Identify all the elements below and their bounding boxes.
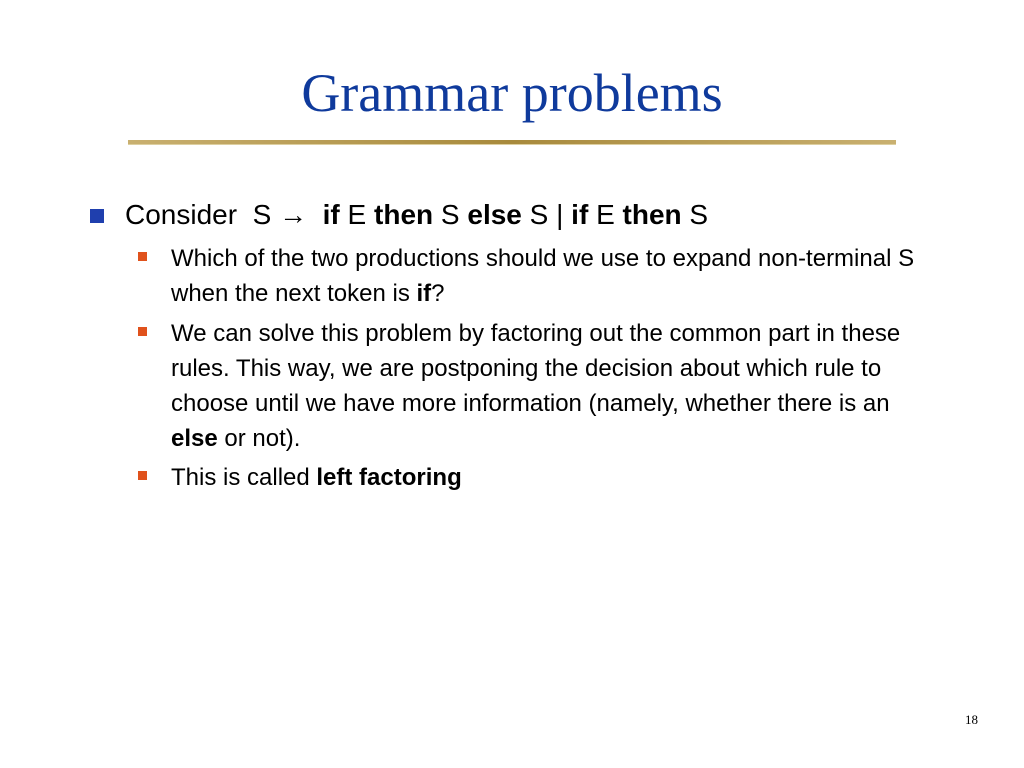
sub-bullet-bold: if [416, 280, 432, 307]
sub-bullet-bold: left factoring [316, 464, 462, 491]
square-bullet-icon [138, 252, 147, 261]
sub-bullet-plain: This is called [171, 464, 310, 491]
sub-bullet-end: or not). [224, 425, 301, 452]
sub-bullet-text [171, 316, 928, 456]
sub-bullet-plain: We can solve this problem by factoring out the common part in these rules. This way, we are postponing the decision about which rule to choose until we have more information (namely, whether there is an [171, 320, 901, 417]
keyword-if: if [322, 199, 340, 230]
keyword-then: then [374, 199, 434, 230]
lhs-symbol: S [252, 199, 272, 230]
sub-bullet-text [171, 241, 928, 311]
sub-bullet-end: ? [431, 280, 445, 307]
sub-bullet-productions [138, 241, 928, 311]
sub-bullet-text [171, 460, 928, 495]
square-bullet-icon [138, 471, 147, 480]
sub-bullet-left-factoring [138, 460, 928, 495]
sub-bullet-plain: Which of the two productions should we use to expand non-terminal S when the next token is [171, 245, 915, 307]
slide-title: Grammar problems [301, 63, 723, 123]
square-bullet-icon [90, 209, 104, 223]
sub-bullet-bold: else [171, 425, 218, 452]
title-divider [128, 140, 896, 144]
symbol-s: S [440, 199, 460, 230]
page-number: 18 [965, 712, 978, 727]
symbol-e: E [596, 199, 615, 230]
keyword-else: else [467, 199, 522, 230]
symbol-s-bar: S | [529, 199, 564, 230]
main-bullet-text [125, 197, 708, 233]
keyword-if: if [571, 199, 589, 230]
arrow-icon: → [279, 199, 308, 230]
consider-word: Consider [125, 199, 238, 230]
symbol-s: S [689, 199, 709, 230]
sub-bullet-factoring [138, 316, 928, 456]
symbol-e: E [347, 199, 367, 230]
keyword-then: then [622, 199, 682, 230]
square-bullet-icon [138, 327, 147, 336]
